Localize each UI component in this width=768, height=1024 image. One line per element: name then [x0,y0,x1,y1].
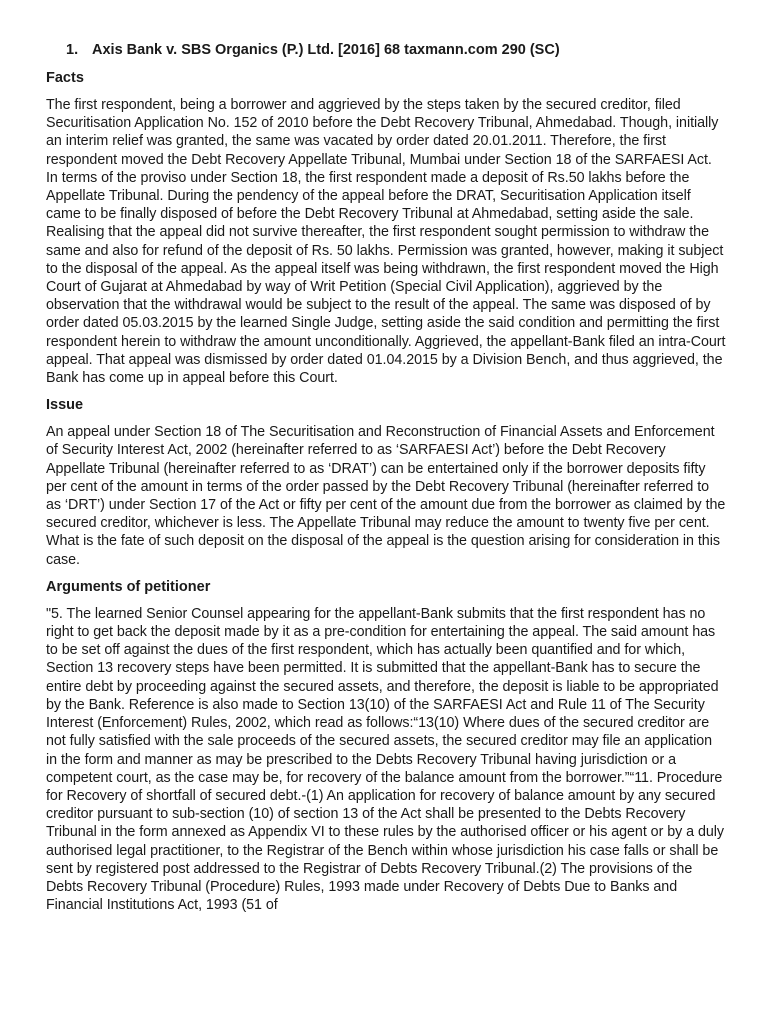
section-arguments-of-petitioner [46,577,726,914]
section-issue [46,395,726,569]
document-page [46,40,726,922]
section-body-arguments-of-petitioner: "5. The learned Senior Counsel appearing for the appellant-Bank submits that the first respondent has no right to get back the deposit made by it as a pre-condition for entertaining the appeal. The said amount has to be set off against the dues of the first respondent, which has actually been quantified and for which, Section 13 recovery steps have been permitted. It is submitted that the appellant-Bank has to secure the entire debt by proceeding against the secured assets, and therefore, the deposit is liable to be appropriated by the Bank. Reference is also made to Section 13(10) of the SARFAESI Act and Rule 11 of The Security Interest (Enforcement) Rules, 2002, which read as follows:“13(10) Where dues of the secured creditor are not fully satisfied with the sale proceeds of the secured assets, the secured creditor may file an application in the form and manner as may be prescribed to the Debts Recovery Tribunal having jurisdiction or a competent court, as the case may be, for recovery of the balance amount from the borrower.”“11. Procedure for Recovery of shortfall of secured debt.-(1) An application for recovery of balance amount by any secured creditor pursuant to sub-section (10) of section 13 of the Act shall be presented to the Debts Recovery Tribunal in the form annexed as Appendix VI to these rules by the authorised officer or his agent or by a duly authorised legal practitioner, to the Registrar of the Bench within whose jurisdiction his case falls or shall be sent by registered post addressed to the Registrar of Debts Recovery Tribunal.(2) The provisions of the Debts Recovery Tribunal (Procedure) Rules, 1993 made under Recovery of Debts Due to Banks and Financial Institutions Act, 1993 (51 of [46,605,724,914]
section-heading-issue: Issue [46,397,84,414]
section-facts [46,68,726,387]
case-number: 1. [66,42,79,58]
section-heading-facts: Facts [46,70,84,86]
case-title-text: Axis Bank v. SBS Organics (P.) Ltd. [2016] 68 taxmann.com 290 (SC) [92,42,560,58]
case-title [66,40,726,60]
section-heading-arguments-of-petitioner: Arguments of petitioner [46,578,211,595]
section-body-facts: The first respondent, being a borrower and aggrieved by the steps taken by the secured creditor, filed Securitisation Application No. 152 of 2010 before the Debt Recovery Tribunal, Ahmedabad. Though, initially an interim relief was granted, the same was vacated by order dated 20.01.2011. Therefore, the first respondent moved the Debt Recovery Appellate Tribunal, Mumbai under Section 18 of the SARFAESI Act. In terms of the proviso under Section 18, the first respondent made a deposit of Rs.50 lakhs before the Appellate Tribunal. During the pendency of the appeal before the DRAT, Securitisation Application itself came to be finally disposed of before the Debt Recovery Tribunal at Ahmedabad, setting aside the sale. Realising that the appeal did not survive thereafter, the first respondent sought permission to withdraw the same and also for refund of the deposit of Rs. 50 lakhs. Permission was granted, however, making it subject to the disposal of the appeal. As the appeal itself was being withdrawn, the first respondent moved the High Court of Gujarat at Ahmedabad by way of Writ Petition (Special Civil Application), aggrieved by the observation that the withdrawal would be subject to the result of the appeal. The same was disposed of by order dated 05.03.2015 by the learned Single Judge, setting aside the said condition and permitting the first respondent herein to withdraw the amount unconditionally. Aggrieved, the appellant-Bank filed an intra-Court appeal. That appeal was dismissed by order dated 01.04.2015 by a Division Bench, and thus aggrieved, the Bank has come up in appeal before this Court. [46,97,726,387]
section-body-issue: An appeal under Section 18 of The Securitisation and Reconstruction of Financial Assets and Enforcement of Security Interest Act, 2002 (hereinafter referred to as ‘SARFAESI Act’) before the Debt Recovery Appellate Tribunal (hereinafter referred to as ‘DRAT’) can be entertained only if the borrower deposits fifty per cent of the amount in terms of the order passed by the Debt Recovery Tribunal (hereinafter referred to as ‘DRT’) under Section 17 of the Act or fifty per cent of the amount due from the borrower as claimed by the secured creditor, whichever is less. The Appellate Tribunal may reduce the amount to twenty five per cent. What is the fate of such deposit on the disposal of the appeal is the question arising for consideration in this case. [46,424,726,568]
